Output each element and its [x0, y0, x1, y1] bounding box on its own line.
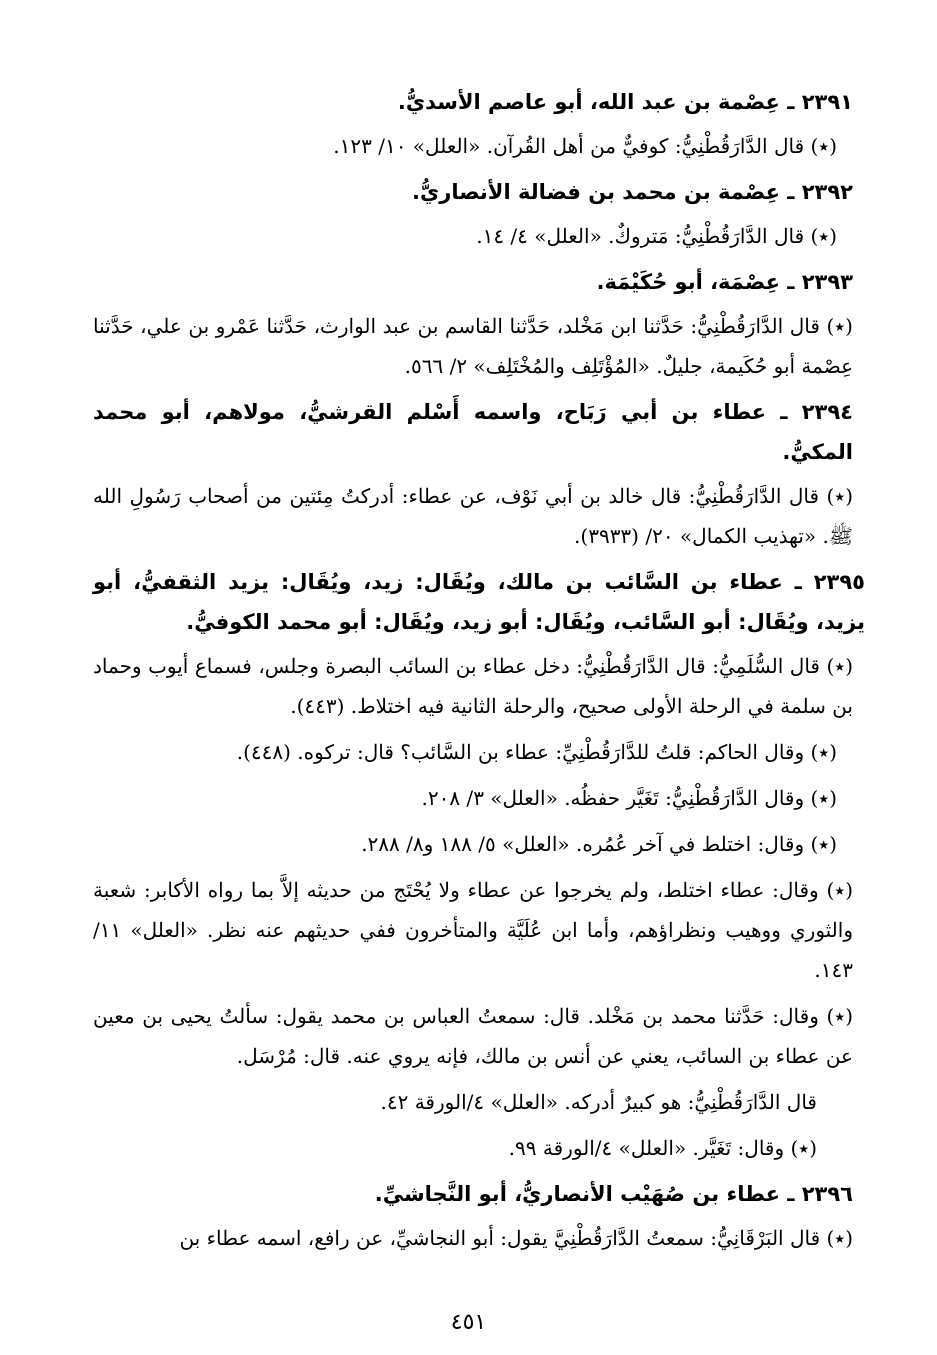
entry-paragraph: (٭) وقال الحاكم: قلتُ للدَّارَقُطْنِيِّ: عطاء بن السَّائب؟ قال: تركوه. (٤٤٨). [236, 740, 837, 764]
entry-heading-2393: ٢٣٩٣ ـ عِصْمَة، أبو حُكَيْمَة. [596, 270, 853, 294]
entry-paragraph: (٭) قال الدَّارَقُطْنِيُّ: مَتروكٌ. «العلل» ٤/ ١٤. [476, 224, 837, 248]
entry-paragraph: (٭) وقال: عطاء اختلط، ولم يخرجوا عن عطاء ولا يُحْتَج من حديثه إلاَّ بما رواه الأكابر: شعبة والثوري ووهيب ونظراؤهم، وأما ابن عُلَيَّة والمتأخرون ففي حديثهم عنه نظر. «العلل» ١١/ ١٤٣. [93, 878, 853, 982]
page-body [93, 82, 865, 1264]
entry-heading-2391: ٢٣٩١ ـ عِصْمة بن عبد الله، أبو عاصم الأسديُّ. [397, 90, 853, 114]
entry-paragraph: (٭) قال الدَّارَقُطْنِيُّ: حَدَّثنا ابن مَخْلد، حَدَّثنا القاسم بن عبد الوارث، حَدَّثنا عَمْرو بن علي، حَدَّثنا عِصْمة أبو حُكَيمة، جليلٌ. «المُؤْتَلِف والمُخْتَلِف» ٢/ ٥٦٦. [93, 314, 853, 378]
entry-paragraph: (٭) وقال: حَدَّثنا محمد بن مَخْلد. قال: سمعتُ العباس بن محمد يقول: سألتُ يحيى بن معين عن عطاء بن السائب، يعني عن أنس بن مالك، فإنه يروي عنه. قال: مُرْسَل. [93, 1004, 853, 1068]
entry-paragraph: (٭) وقال: اختلط في آخر عُمُره. «العلل» ٥/ ١٨٨ و٨/ ٢٨٨. [361, 832, 837, 856]
entry-heading-2396: ٢٣٩٦ ـ عطاء بن صُهَيْب الأنصاريُّ، أبو النَّجاشيِّ. [374, 1182, 853, 1206]
entry-paragraph: (٭) وقال الدَّارَقُطْنِيُّ: تَغَيَّر حفظُه. «العلل» ٣/ ٢٠٨. [421, 786, 837, 810]
entry-heading-2394: ٢٣٩٤ ـ عطاء بن أبي رَبَاح، واسمه أَسْلم القرشيُّ، مولاهم، أبو محمد المكيُّ. [93, 400, 853, 464]
entry-heading-2392: ٢٣٩٢ ـ عِصْمة بن محمد بن فضالة الأنصاريُّ. [412, 180, 853, 204]
entry-paragraph: (٭) قال البَرْقَانِيُّ: سمعتُ الدَّارَقُطْنِيَّ يقول: أبو النجاشيِّ، عن رافع، اسمه عطاء بن [179, 1226, 853, 1250]
entry-paragraph: (٭) قال الدَّارَقُطْنِيُّ: قال خالد بن أبي نَوْف، عن عطاء: أدركتُ مِئتين من أصحاب رَسُولِ الله ﷺ. «تهذيب الكمال» ٢٠/ (٣٩٣٣). [93, 484, 853, 548]
page-number: ٤٥١ [450, 1310, 487, 1335]
entry-heading-2395: ٢٣٩٥ ـ عطاء بن السَّائب بن مالك، ويُقَال: زيد، ويُقَال: يزيد الثقفيُّ، أبو يزيد، ويُقَال: أبو السَّائب، ويُقَال: أبو زيد، ويُقَال: أبو محمد الكوفيُّ. [93, 570, 865, 634]
entry-paragraph: (٭) قال السُّلَمِيُّ: قال الدَّارَقُطْنِيُّ: دخل عطاء بن السائب البصرة وجلس، فسماع أيوب وحماد بن سلمة في الرحلة الأولى صحيح، والرحلة الثانية فيه اختلاط. (٤٤٣). [93, 654, 853, 718]
entry-paragraph: (٭) قال الدَّارَقُطْنِيُّ: كوفيٌّ من أهل القُرآن. «العلل» ١٠/ ١٢٣. [333, 134, 837, 158]
entry-paragraph: (٭) وقال: تَغَيَّر. «العلل» ٤/الورقة ٩٩. [508, 1136, 817, 1160]
entry-paragraph: قال الدَّارَقُطْنِيُّ: هو كبيرٌ أدركه. «العلل» ٤/الورقة ٤٢. [380, 1090, 817, 1114]
